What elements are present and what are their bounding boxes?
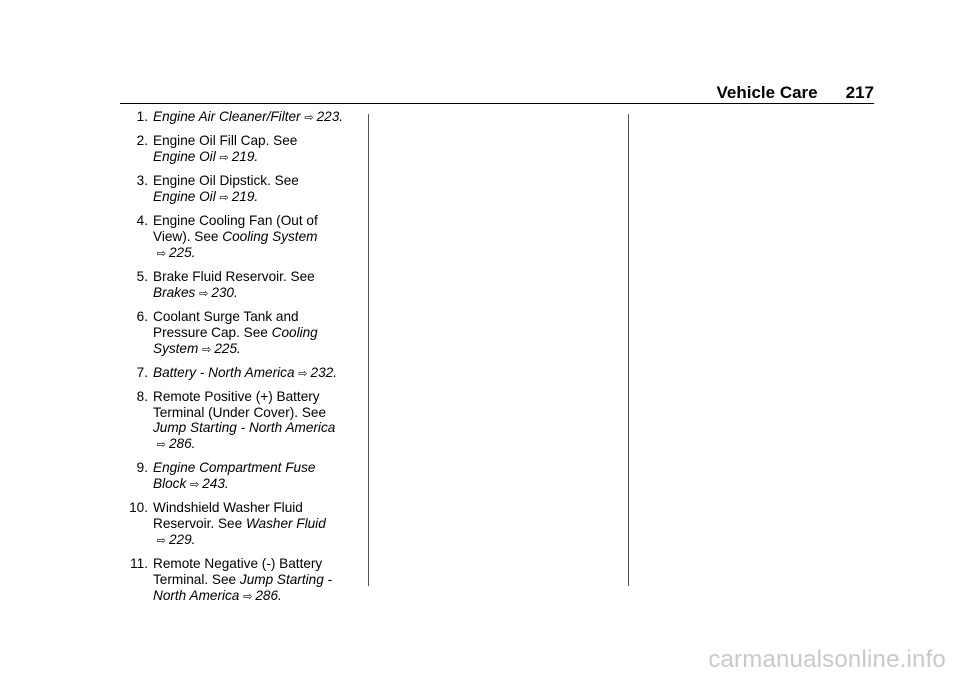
item-text-segment: Engine Oil Dipstick. See [153, 173, 299, 189]
page-reference [304, 109, 343, 124]
page-number: 217 [845, 83, 874, 102]
item-text [153, 269, 360, 303]
cross-reference-text: Block [153, 476, 187, 492]
item-text [153, 109, 360, 127]
cross-reference-text: Jump Starting - North America [153, 420, 336, 436]
item-text-segment: Windshield Washer Fluid [153, 500, 303, 516]
item-number: 1. [136, 109, 148, 124]
item-text [153, 213, 360, 262]
page-reference-arrow-icon: ⇨ [219, 191, 229, 204]
list-item [104, 460, 360, 494]
reference-page-number: 219. [231, 188, 259, 204]
page-reference-arrow-icon: ⇨ [202, 343, 212, 356]
item-text-segment: Engine Oil Fill Cap. See [153, 133, 298, 149]
item-text [153, 389, 360, 454]
reference-page-number: 230. [211, 284, 238, 300]
list-item [104, 173, 360, 207]
reference-page-number: 229. [169, 532, 196, 548]
page-reference [157, 245, 196, 260]
header-rule [120, 103, 874, 104]
list-item [104, 365, 360, 383]
item-text [153, 556, 360, 605]
item-text [153, 460, 360, 494]
item-number: 11. [130, 556, 148, 572]
item-text [153, 173, 360, 207]
item-text [153, 365, 360, 383]
reference-page-number: 225. [214, 340, 241, 356]
cross-reference-text: Engine Air Cleaner/Filter [153, 109, 301, 124]
section-title: Vehicle Care [716, 83, 818, 102]
page-reference [220, 149, 259, 164]
list-item [104, 556, 360, 605]
cross-reference-text: Cooling [271, 324, 318, 340]
reference-page-number: 219. [231, 148, 259, 164]
item-text-segment: Brake Fluid Reservoir. See [153, 268, 315, 284]
page-reference [202, 341, 241, 356]
cross-reference-text: Engine Oil [153, 148, 216, 164]
page-reference [157, 436, 196, 451]
column-divider-1 [368, 114, 369, 586]
list-item [104, 133, 360, 167]
reference-page-number: 286. [169, 436, 196, 452]
item-text-segment: Coolant Surge Tank and [153, 308, 299, 324]
cross-reference-text: Cooling System [222, 228, 318, 244]
page-reference [157, 532, 196, 547]
item-text [153, 500, 360, 549]
page-reference-arrow-icon: ⇨ [156, 439, 166, 452]
item-text-segment: Terminal (Under Cover). See [153, 404, 327, 420]
item-number: 5. [136, 268, 148, 284]
column-divider-2 [628, 114, 629, 586]
item-number: 9. [136, 460, 148, 476]
list-item [104, 109, 360, 127]
cross-reference-text: North America [153, 587, 240, 603]
item-text-segment: Remote Negative (-) Battery [153, 556, 323, 572]
page-reference-arrow-icon: ⇨ [199, 287, 209, 300]
page-reference-arrow-icon: ⇨ [304, 112, 314, 124]
list-item [104, 269, 360, 303]
item-text-segment: Engine Cooling Fan (Out of [153, 213, 318, 229]
list-item [104, 500, 360, 549]
list-item [104, 389, 360, 454]
page-reference-arrow-icon: ⇨ [243, 590, 253, 603]
item-number: 2. [136, 133, 148, 149]
list-item [104, 309, 360, 358]
reference-page-number: 286. [255, 587, 282, 603]
page-reference [199, 285, 238, 300]
page-reference [220, 189, 259, 204]
cross-reference-text: Jump Starting - [239, 572, 333, 588]
page-reference-arrow-icon: ⇨ [156, 535, 166, 548]
item-number: 10. [129, 500, 148, 516]
cross-reference-text: Engine Compartment Fuse [153, 460, 316, 476]
item-text-segment: Reservoir. See [153, 516, 246, 532]
cross-reference-text: Battery - North America [153, 364, 295, 380]
item-text-segment: Remote Positive (+) Battery [153, 388, 320, 404]
cross-reference-text: Brakes [153, 284, 196, 300]
item-text-segment: Pressure Cap. See [153, 324, 272, 340]
item-text-segment: View). See [153, 228, 223, 244]
reference-page-number: 225. [169, 244, 196, 260]
page-reference-arrow-icon: ⇨ [156, 247, 166, 260]
running-header [717, 83, 875, 103]
item-text [153, 309, 360, 358]
page-reference-arrow-icon: ⇨ [190, 479, 200, 492]
item-text [153, 133, 360, 167]
item-text-segment: Terminal. See [153, 572, 240, 588]
page-reference [190, 476, 229, 491]
page-reference-arrow-icon: ⇨ [298, 367, 308, 380]
reference-page-number: 232. [310, 364, 337, 380]
cross-reference-text: System [153, 340, 199, 356]
reference-page-number: 223. [316, 109, 344, 124]
item-number: 6. [136, 308, 148, 324]
cross-reference-text: Washer Fluid [245, 516, 326, 532]
item-number: 4. [136, 213, 148, 229]
component-list [104, 109, 360, 612]
list-item [104, 213, 360, 262]
cross-reference-text: Engine Oil [153, 188, 216, 204]
watermark: carmanualsonline.info [708, 646, 946, 673]
page-reference [243, 588, 282, 603]
item-number: 7. [136, 364, 148, 380]
page-reference-arrow-icon: ⇨ [219, 151, 229, 164]
item-number: 8. [136, 388, 148, 404]
reference-page-number: 243. [202, 476, 229, 492]
page-reference [298, 365, 337, 380]
item-number: 3. [136, 173, 148, 189]
